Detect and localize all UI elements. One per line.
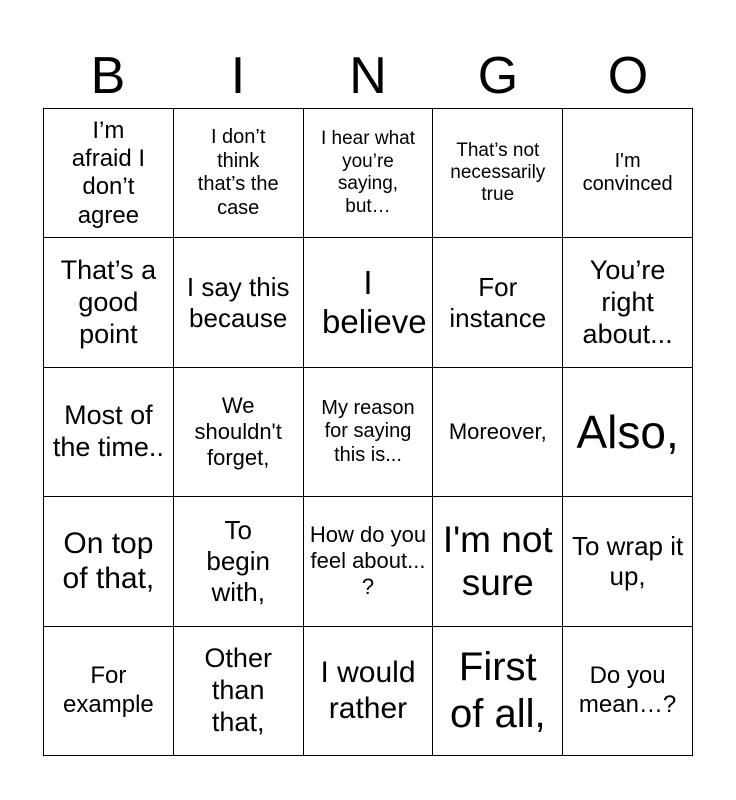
bingo-cell [563, 627, 693, 756]
bingo-cell [174, 627, 304, 756]
cell-text: That’s a good point [60, 254, 157, 349]
bingo-cell [563, 368, 693, 497]
cell-text: To wrap it up, [571, 530, 684, 592]
bingo-cell [304, 627, 434, 756]
bingo-cell [563, 238, 693, 367]
cell-text: I’m afraid I don’t agree [71, 116, 146, 229]
bingo-cell [433, 238, 563, 367]
cell-text: Other than that, [204, 643, 272, 737]
cell-text: You’re right about... [582, 254, 673, 349]
bingo-cell [304, 368, 434, 497]
bingo-cell [44, 238, 174, 367]
cell-text: To begin with, [206, 515, 270, 607]
cell-text: I hear what you’re saying, but… [320, 128, 415, 217]
bingo-cell [174, 109, 304, 238]
cell-text: Also, [576, 405, 679, 458]
bingo-cell [563, 497, 693, 626]
cell-text: My reason for saying this is... [321, 396, 415, 466]
bingo-cell [433, 627, 563, 756]
bingo-cell [44, 368, 174, 497]
bingo-cell [433, 368, 563, 497]
bingo-cell [304, 497, 434, 626]
bingo-cell [44, 109, 174, 238]
cell-text: On top of that, [62, 527, 155, 596]
cell-text: I'm convinced [582, 149, 673, 196]
cell-text: We shouldn't forget, [194, 393, 282, 470]
cell-text: First of all, [449, 644, 546, 736]
bingo-header [43, 44, 693, 108]
cell-text: Moreover, [448, 419, 547, 445]
cell-text: For instance [449, 271, 547, 333]
cell-text: I say this because [186, 271, 290, 333]
cell-text: Do you mean…? [578, 662, 677, 718]
cell-text: For example [63, 662, 154, 718]
bingo-cell [433, 497, 563, 626]
header-letter-o: O [607, 47, 649, 105]
header-letter-i: I [230, 47, 246, 105]
bingo-cell [44, 497, 174, 626]
bingo-cell [174, 238, 304, 367]
bingo-cell [433, 109, 563, 238]
cell-text: I don’t think that’s the case [197, 126, 279, 219]
cell-text: I'm not sure [442, 518, 553, 604]
cell-text: How do you feel about... ? [309, 522, 427, 600]
bingo-board [43, 108, 693, 756]
cell-text: I would rather [320, 656, 416, 725]
cell-text: I believe [321, 263, 427, 340]
bingo-cell [174, 368, 304, 497]
bingo-cell [44, 627, 174, 756]
bingo-cell [304, 238, 434, 367]
bingo-cell [304, 109, 434, 238]
header-letter-n: N [349, 47, 387, 105]
bingo-cell [174, 497, 304, 626]
header-letter-b: B [90, 47, 126, 105]
header-letter-g: G [477, 47, 519, 105]
cell-text: That’s not necessarily true [450, 139, 546, 206]
cell-text: Most of the time.. [52, 400, 164, 462]
bingo-cell [563, 109, 693, 238]
